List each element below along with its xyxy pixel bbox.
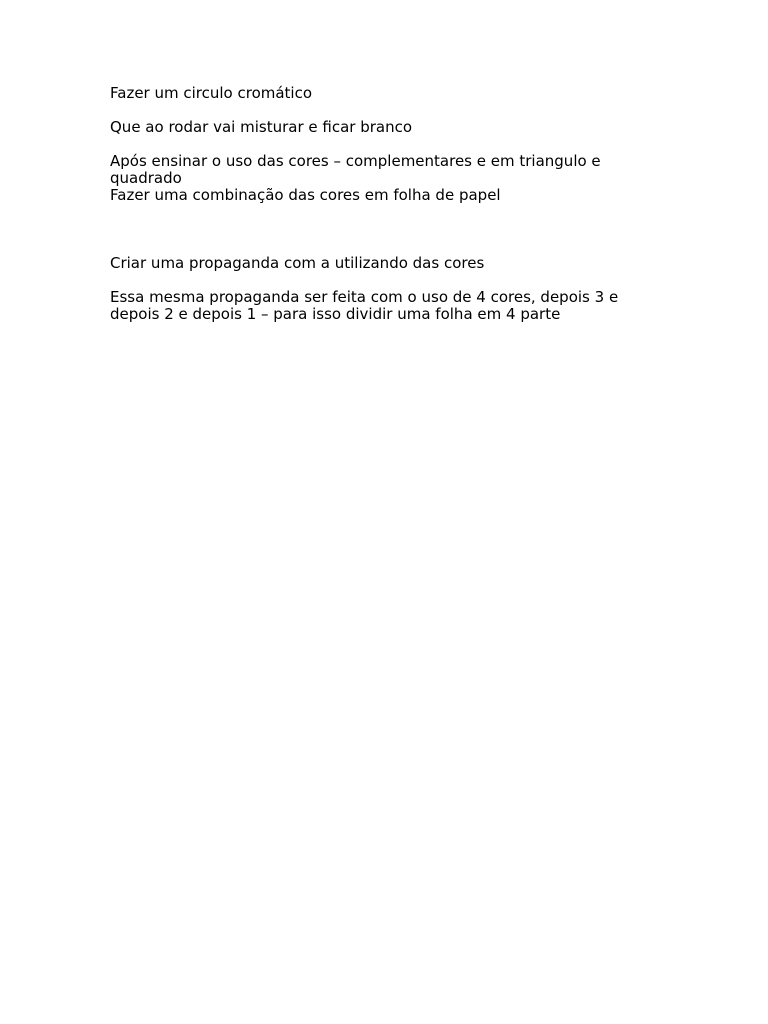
paragraph-6: Essa mesma propaganda ser feita com o uso de 4 cores, depois 3 e depois 2 e depois 1 – para isso dividir uma folha em 4 parte — [110, 288, 619, 323]
paragraph-spacer — [110, 272, 650, 289]
paragraph-2: Que ao rodar vai misturar e ficar branco — [110, 118, 413, 136]
paragraph-3: Após ensinar o uso das cores – complementares e em triangulo e quadrado — [110, 152, 601, 187]
paragraph-spacer — [110, 102, 650, 119]
paragraph-spacer — [110, 136, 650, 153]
paragraph-4: Fazer uma combinação das cores em folha de papel — [110, 186, 501, 204]
paragraph-spacer — [110, 204, 650, 255]
paragraph-1: Fazer um circulo cromático — [110, 84, 313, 102]
document-body — [110, 85, 650, 323]
paragraph-5: Criar uma propaganda com a utilizando das cores — [110, 254, 485, 272]
